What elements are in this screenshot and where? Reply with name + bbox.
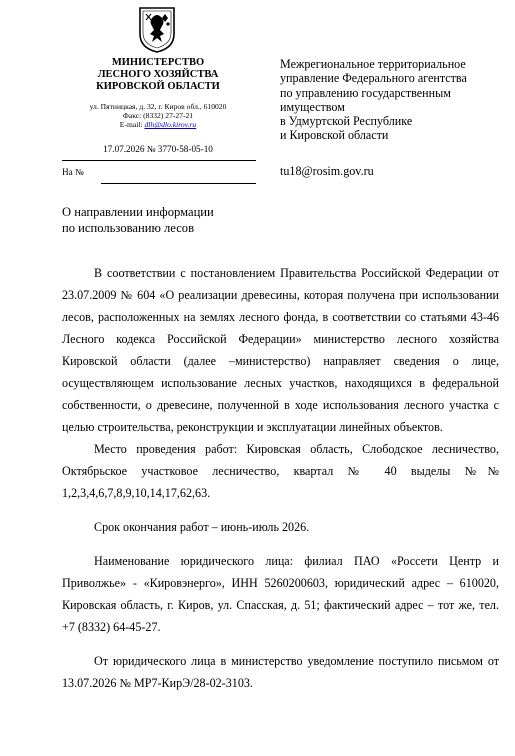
addressee-line: и Кировской области — [280, 128, 389, 143]
body-paragraph: Наименование юридического лица: филиал ПАО «Россети Центр и Приволжье» - «Кировэнерго», ИНН 5260200603, юридический адрес – 610020, Кировская область, г. Киров, ул. Спасская, д. 51; фактический адрес – тот же, тел. +7 (8332) 64-45-27. — [62, 554, 499, 634]
org-line: КИРОВСКОЙ ОБЛАСТИ — [96, 81, 220, 92]
reply-to-label: На № — [62, 167, 84, 177]
reply-to-line — [101, 183, 256, 184]
subject-line: О направлении информации — [62, 205, 214, 219]
body-paragraph: В соответствии с постановлением Правительства Российской Федерации от 23.07.2009 № 604 «О реализации древесины, которая получена при использовании лесов, расположенных на землях лесного фонда, в соответствии со статьями 43-46 Лесного кодекса Российской Федерации» министерство лесного хозяйства Кировской области (далее –министерство) направляет сведения о лице, осуществляющем использование лесных участков, находящихся в федеральной собственности, о древесине, полученной в ходе использования лесного участка с целью строительства, реконструкции и эксплуатации линейных объектов. — [62, 266, 499, 434]
addressee-email: tu18@rosim.gov.ru — [280, 164, 374, 178]
org-line: МИНИСТЕРСТВО — [111, 57, 205, 68]
org-line: ЛЕСНОГО ХОЗЯЙСТВА — [97, 69, 219, 80]
addressee-line: в Удмуртской Республике — [280, 114, 413, 129]
addressee-line: Межрегиональное территориальное — [280, 57, 466, 71]
body-paragraph: От юридического лица в министерство уведомление поступило письмом от 13.07.2026 № МР7-КирЭ/28-02-3103. — [62, 654, 499, 690]
letter-subject — [62, 205, 282, 236]
coat-of-arms-icon — [138, 6, 176, 54]
sender-address: ул. Пятницкая, д. 32, г. Киров обл., 610020 — [89, 102, 227, 111]
letter-body — [62, 262, 499, 694]
body-paragraph: Срок окончания работ – июнь-июль 2026. — [94, 520, 310, 534]
addressee-line: по управлению государственным — [280, 85, 451, 100]
sender-contacts — [62, 102, 254, 129]
sender-organization — [62, 57, 254, 93]
addressee-block — [280, 57, 505, 143]
addressee-line: имуществом — [280, 99, 345, 114]
sender-email-row — [62, 120, 254, 129]
divider — [62, 160, 256, 161]
sender-fax: Факс: (8332) 27-27-21 — [122, 111, 194, 120]
subject-line: по использованию лесов — [62, 220, 195, 235]
registration-date-number: 17.07.2026 № 3770-58-05-10 — [103, 144, 213, 154]
sender-email-link[interactable]: dlh@dlo.kirov.ru — [144, 120, 197, 129]
sender-email-label: E-mail: — [119, 120, 145, 129]
addressee-line: управление Федерального агентства — [280, 71, 467, 86]
body-paragraph: Место проведения работ: Кировская область, Слободское лесничество, Октябрьское участковое лесничество, квартал № 40 выделы №№ 1,2,3,4,6,7,8,9,10,14,17,62,63. — [62, 442, 499, 500]
